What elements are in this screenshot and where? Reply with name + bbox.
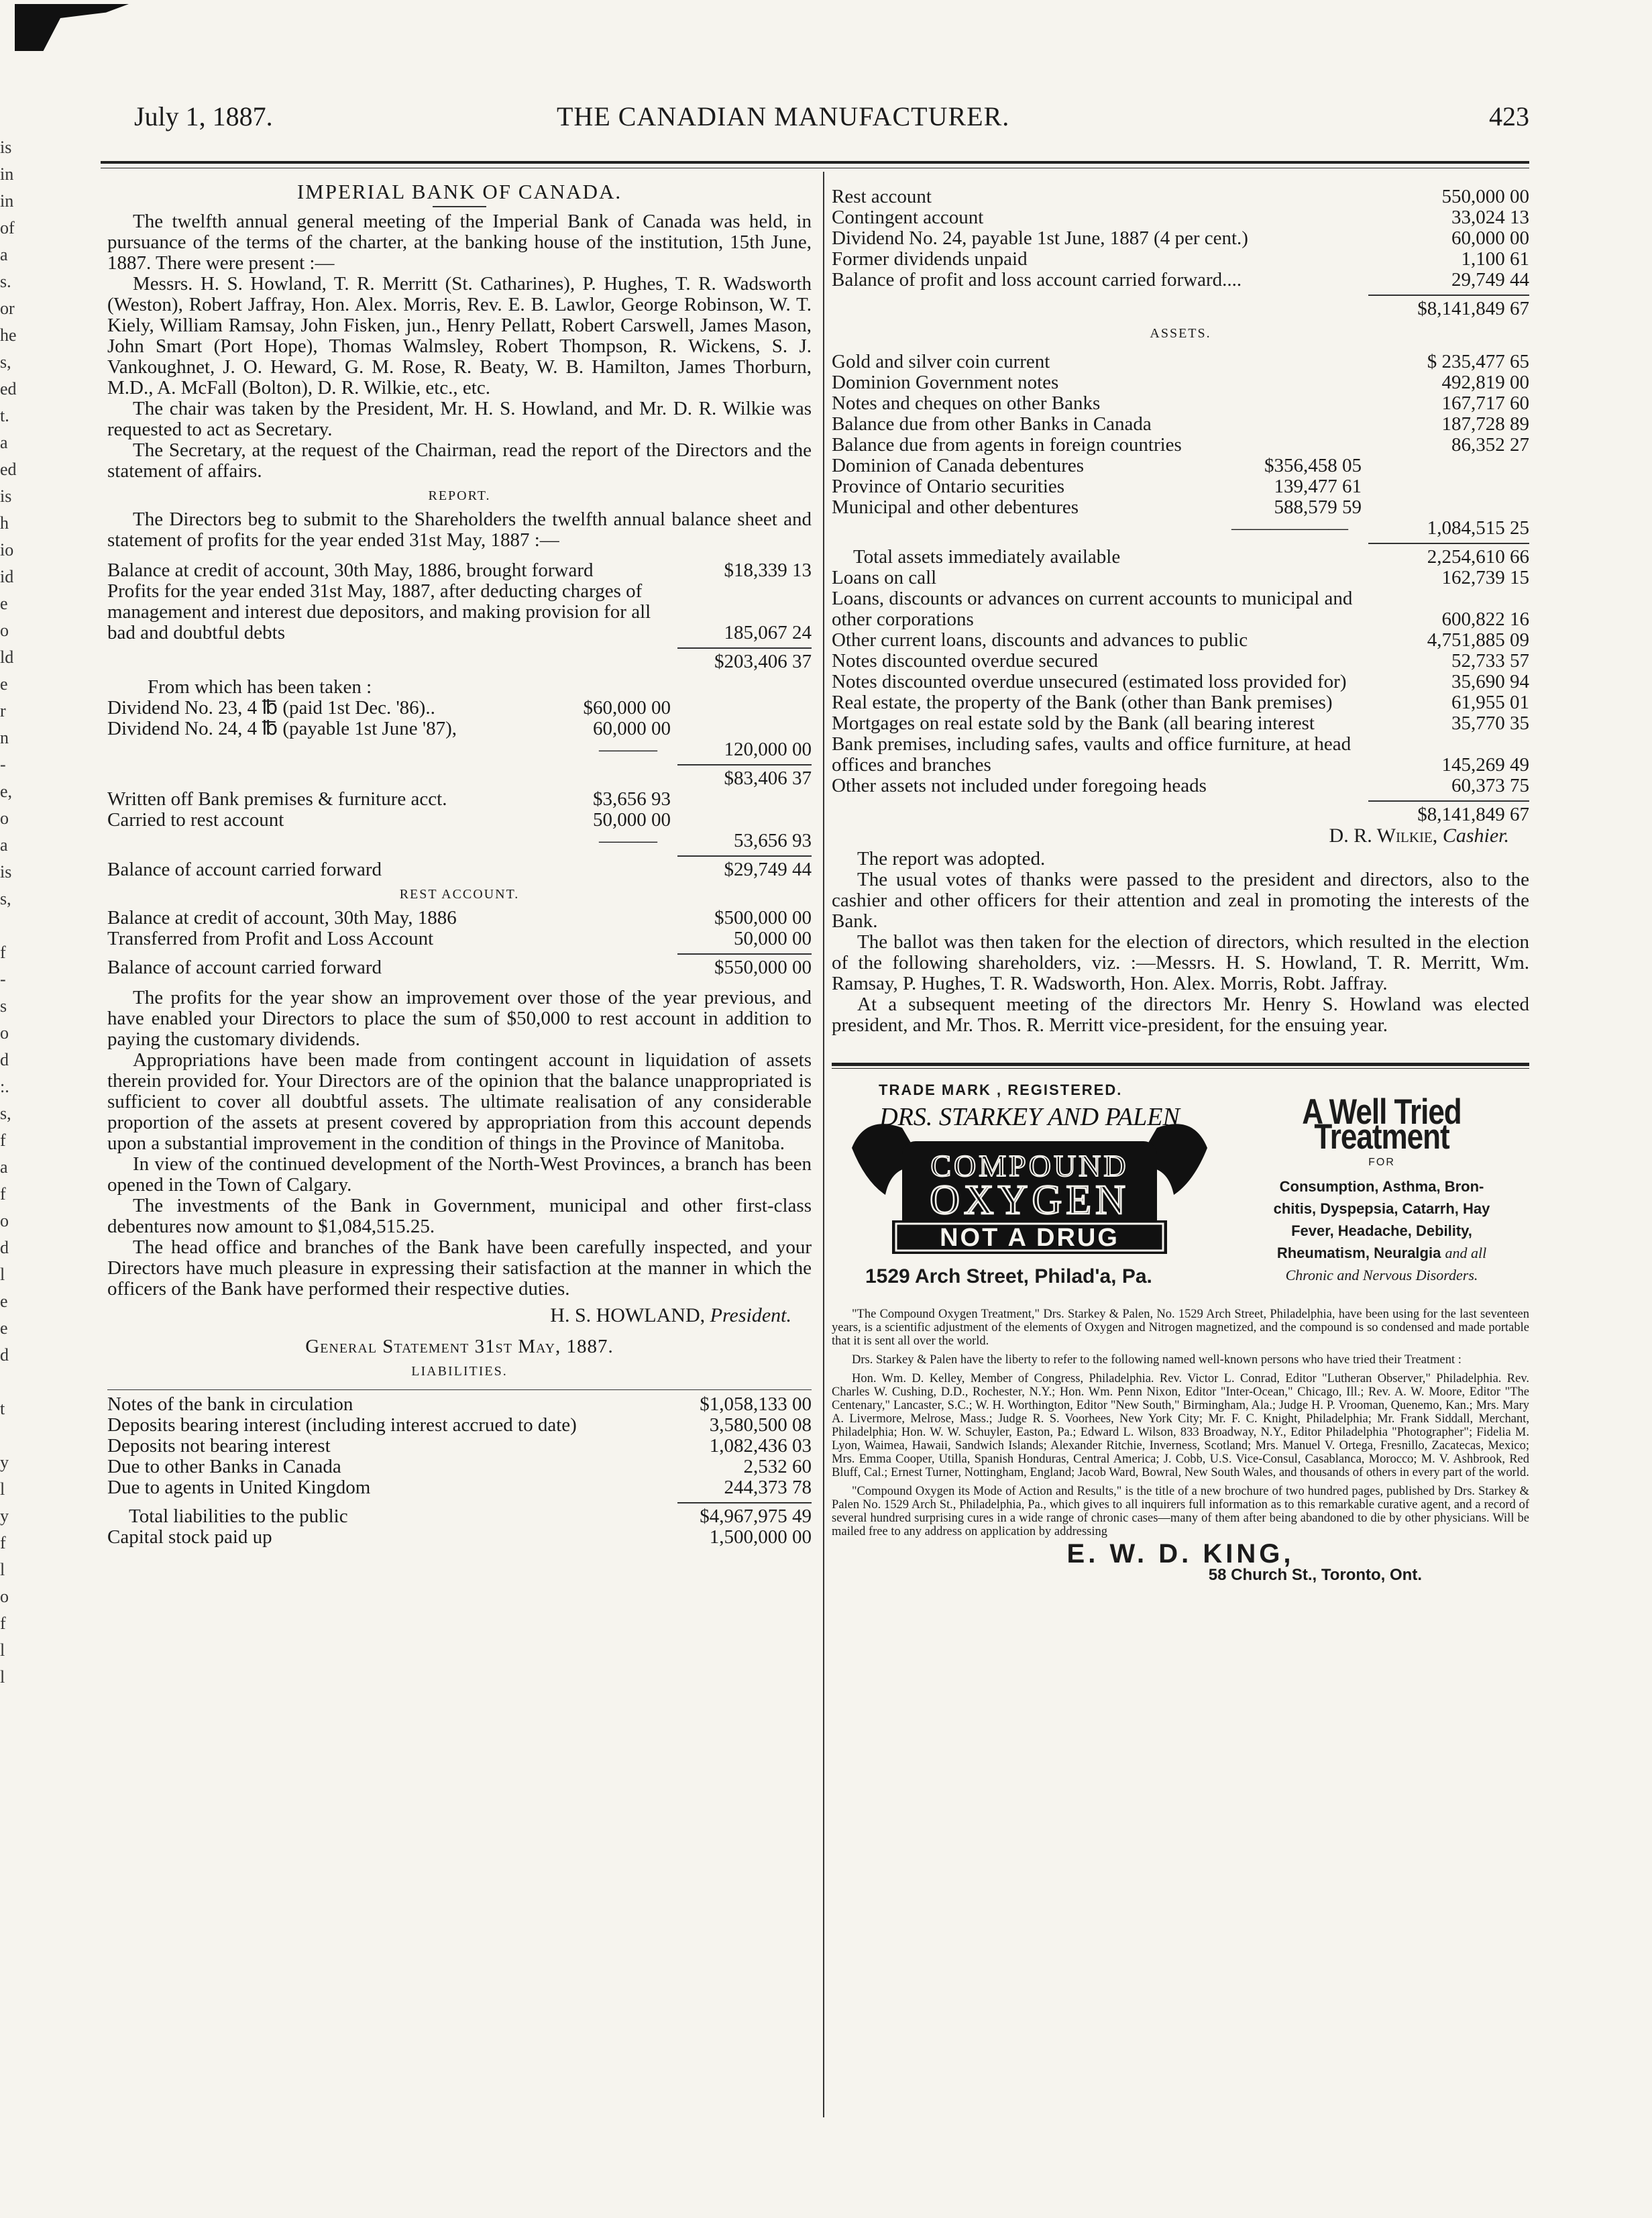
trademark-label: TRADE MARK , REGISTERED. (879, 1081, 1123, 1098)
margin-fragment: is (0, 486, 12, 506)
row-label: Balance due from other Banks in Canada (832, 414, 1152, 435)
header-publication: THE CANADIAN MANUFACTURER. (557, 101, 1010, 131)
row-amount: 2,254,610 66 (1427, 546, 1529, 568)
row-amount: 50,000 00 (593, 809, 671, 831)
margin-fragment: f (0, 1614, 6, 1633)
row-label: Province of Ontario securities (832, 476, 1065, 497)
row-label: Municipal and other debentures (832, 497, 1079, 518)
total-public-row (107, 1506, 812, 1527)
row-label: Other current loans, discounts and advances to public (832, 630, 1248, 651)
closing-paragraph: The report was adopted. (857, 848, 1046, 869)
margin-fragment: a (0, 245, 8, 264)
liabilities-continued (832, 187, 1529, 291)
row-label: Balance due from agents in foreign countries (832, 435, 1182, 456)
capital-row (107, 1527, 812, 1548)
statement-row (832, 228, 1529, 249)
margin-fragment: a (0, 1157, 8, 1177)
margin-fragment: of (0, 218, 15, 237)
statement-row (832, 588, 1529, 630)
row-label: Total assets immediately available (853, 547, 1121, 568)
row-label: Real estate, the property of the Bank (other than Bank premises) (832, 692, 1333, 713)
margin-fragment: h (0, 513, 9, 533)
margin-fragment: s, (0, 1104, 11, 1123)
margin-fragment: a (0, 835, 8, 855)
rest-forward-row (107, 957, 812, 978)
advert-address: 1529 Arch Street, Philad'a, Pa. (865, 1265, 1152, 1287)
row-amount: 60,000 00 (1451, 227, 1529, 249)
row-label: Notes of the bank in circulation (107, 1394, 353, 1415)
rest-heading: REST ACCOUNT. (399, 887, 520, 902)
statement-row (832, 187, 1529, 207)
margin-fragment: he (0, 325, 17, 345)
row-amount: 162,739 15 (1441, 567, 1529, 588)
assets-list-a (832, 352, 1529, 456)
dividend-23-row (107, 698, 812, 719)
profit-forward-row (107, 859, 812, 880)
left-column (107, 176, 812, 1548)
assets-total-row (832, 804, 1529, 825)
statement-row (832, 713, 1529, 734)
margin-fragment: t (0, 1399, 5, 1418)
profit-sum-row (107, 651, 812, 672)
margin-fragment: is (0, 138, 12, 157)
margin-fragment: l (0, 1560, 5, 1579)
margin-fragment: is (0, 862, 12, 882)
liabilities-list (107, 1394, 812, 1498)
secretary-paragraph: The Secretary, at the request of the Chairman, read the report of the Directors and the statement of affairs. (107, 439, 812, 482)
row-amount: 53,656 93 (734, 830, 812, 851)
row-amount: 185,067 24 (724, 622, 812, 643)
dividend-total-row: ——— 120,000 00 (599, 739, 812, 760)
advert-paragraph: "The Compound Oxygen Treatment," Drs. Starkey & Palen, No. 1529 Arch Street, Philadelphia, have been using for the last seventeen years, is a scientific adjustment of the elements of Oxygen and Nitrogen magnetized, and the compound is so condensed and made portable that it is sent all over the world. (832, 1308, 1529, 1348)
advert-paragraph: Drs. Starkey & Palen have the liberty to refer to the following named well-known persons who have tried their Treatment : (852, 1353, 1462, 1367)
row-label: Dominion of Canada debentures (832, 456, 1085, 476)
closing-paragraph: The investments of the Bank in Government, municipal and other first-class debentures now amount to $1,084,515.25. (107, 1195, 812, 1237)
row-amount: $ 235,477 65 (1427, 351, 1529, 372)
logo-banner-text: NOT A DRUG (940, 1224, 1119, 1252)
row-amount: $356,458 05 (1264, 455, 1362, 476)
advert-testimonials: Hon. Wm. D. Kelley, Member of Congress, Philadelphia. Rev. Victor L. Conrad, Editor "Lutheran Observer," Philadelphia. Rev. Charles W. Cushing, D.D., Rochester, N.Y.; Hon. Wm. Penn Nixon, Editor "Inter-Ocean," Chicago, Ill.; Rev. A. W. Moore, Editor "The Centenary," Lancaster, S.C.; W. H. Worthington, Editor "New South," Birmingham, Ala.; Judge H. P. Vrooman, Quenemo, Kan.; Mrs. Mary A. Livermore, Melrose, Mass.; Judge R. S. Voorhees, New York City; Mr. F. C. Knight, Philadelphia; Mr. Frank Siddall, Merchant, Philadelphia; Hon. W. W. Schuyler, Easton, Pa.; Edward L. Wilson, 833 Broadway, N.Y., Editor Philadelphia "Photographer"; Fidelia M. Lyon, Waimea, Hawaii, Sandwich Islands; Alexander Ritchie, Inverness, Scotland; Mrs. Manuel V. Ortega, Fresnillo, Zacatecas, Mexico; Mrs. Emma Cooper, Utilla, Spanish Honduras, Central America; J. Cobb, U.S. Vice-Consul, Casablanca, Morocco; M. V. Ashbrook, Red Bluff, Cal.; Ernest Turner, Nottingham, England; Jacob Ward, Bowral, New South Wales, and thousands of others in every part of the world. (832, 1372, 1529, 1479)
chair-paragraph: The chair was taken by the President, Mr. H. S. Howland, and Mr. D. R. Wilkie was requested to act as Secretary. (107, 398, 812, 440)
row-label: Balance at credit of account, 30th May, 1886 (107, 908, 457, 929)
margin-fragment: or (0, 299, 15, 318)
margin-fragment: s. (0, 272, 11, 291)
report-heading: REPORT. (428, 488, 491, 503)
row-amount: 550,000 00 (1441, 186, 1529, 207)
condition-text-italic: Chronic and Nervous Disorders. (1285, 1267, 1478, 1283)
statement-row (832, 776, 1529, 796)
row-amount: 86,352 27 (1451, 434, 1529, 456)
row-amount: $203,406 37 (714, 651, 812, 672)
row-amount: 61,955 01 (1451, 692, 1529, 713)
statement-row (832, 568, 1529, 588)
rest-credit-row (107, 908, 812, 929)
column-divider (823, 172, 824, 2117)
row-amount: $29,749 44 (724, 859, 812, 880)
article-title: IMPERIAL BANK OF CANADA. (296, 180, 622, 203)
row-amount: 1,082,436 03 (709, 1435, 812, 1457)
president-title: President. (710, 1304, 791, 1326)
statement-row (832, 352, 1529, 372)
margin-fragment: ed (0, 460, 17, 479)
margin-fragment (0, 1422, 27, 1449)
rest-transfer-row (107, 929, 812, 949)
margin-fragment: e (0, 1291, 8, 1311)
logo-oxygen-text: OXYGEN (930, 1177, 1130, 1223)
row-label: Profits for the year ended 31st May, 1887, after deducting charges of management and interest due depositors, and making provision for all bad and doubtful debts (107, 581, 651, 643)
margin-fragment: - (0, 969, 6, 989)
row-amount: 4,751,885 09 (1427, 629, 1529, 651)
margin-fragment: f (0, 1533, 6, 1552)
written-off-row (107, 789, 812, 810)
margin-fragment (0, 1369, 27, 1395)
row-label: Total liabilities to the public (129, 1506, 348, 1527)
page-header (101, 101, 1529, 141)
row-amount: $550,000 00 (714, 957, 812, 978)
row-label: Loans on call (832, 568, 937, 588)
closing-paragraph: At a subsequent meeting of the directors Mr. Henry S. Howland was elected president, and Mr. Thos. R. Merritt vice-president, for the ensuing year. (832, 994, 1529, 1036)
row-amount: 492,819 00 (1441, 372, 1529, 393)
row-label: Gold and silver coin current (832, 352, 1050, 372)
advert-conditions (1234, 1175, 1529, 1286)
margin-fragment: ed (0, 379, 17, 399)
statement-row (832, 393, 1529, 414)
statement-row (832, 249, 1529, 270)
intro-paragraph: The twelfth annual general meeting of the Imperial Bank of Canada was held, in pursuance of the terms of the charter, at the banking house of the institution, 15th June, 1887. There were present :— (107, 211, 812, 274)
profit-sum2-row (107, 768, 812, 789)
row-amount: $500,000 00 (714, 907, 812, 929)
statement-title: General Statement 31st May, 1887. (305, 1336, 614, 1357)
row-label: Dominion Government notes (832, 372, 1059, 393)
advert-agent-address: 58 Church St., Toronto, Ont. (1208, 1566, 1422, 1584)
report-intro: The Directors beg to submit to the Shareholders the twelfth annual balance sheet and statement of profits for the year ended 31st May, 1887 :— (107, 509, 812, 551)
row-amount: $3,656 93 (593, 788, 671, 810)
advert-for-label: FOR (1368, 1157, 1395, 1168)
assets-list-b (832, 568, 1529, 796)
row-amount: 120,000 00 (724, 739, 812, 760)
condition-line (1234, 1264, 1529, 1286)
margin-fragment: d (0, 1050, 9, 1069)
margin-fragment: - (0, 755, 6, 774)
row-label: Dividend No. 24, 4 ℔ (payable 1st June '87), (107, 719, 457, 739)
header-page-number: 423 (1489, 101, 1529, 131)
margin-fragment: :. (0, 1077, 9, 1096)
row-label: Balance of profit and loss account carried forward.... (832, 270, 1242, 291)
margin-fragment: a (0, 433, 8, 452)
row-label: Dividend No. 24, payable 1st June, 1887 (4 per cent.) (832, 228, 1248, 249)
margin-fragment: f (0, 1130, 6, 1150)
written-total-row: ——— 53,656 93 (599, 830, 812, 851)
row-amount: 60,000 00 (593, 718, 671, 739)
margin-fragment: in (0, 164, 14, 184)
margin-fragment: f (0, 943, 6, 962)
statement-row (832, 456, 1529, 476)
margin-fragment: id (0, 567, 14, 586)
margin-fragments (0, 134, 27, 1687)
president-signature (107, 1305, 791, 1326)
row-label: Bank premises, including safes, vaults and office furniture, at head offices and branches (832, 734, 1352, 776)
statement-row (107, 1415, 812, 1436)
condition-line: Consumption, Asthma, Bron- (1279, 1178, 1484, 1195)
statement-row (832, 207, 1529, 228)
closing-paragraph: The head office and branches of the Bank have been carefully inspected, and your Directors have much pleasure in expressing their satisfaction at the manner in which the officers of the Bank have performed their respective duties. (107, 1236, 812, 1300)
compound-oxygen-logo (838, 1101, 1221, 1262)
row-label: Due to other Banks in Canada (107, 1457, 341, 1477)
attendees-paragraph: Messrs. H. S. Howland, T. R. Merritt (St. Catharines), P. Hughes, T. R. Wadsworth (Weston), Robert Jaffray, Hon. Alex. Morris, Rev. E. B. Lawlor, George Robinson, W. T. Kiely, William Ramsay, John Fisken, jun., Henry Pellatt, Robert Carswell, James Mason, John Smart (Port Hope), Thomas Walmsley, Robert Thompson, R. Wickens, S. J. Vankoughnet, J. O. Heward, G. M. Rose, R. Beaty, W. B. Hamilton, James Thorburn, M.D., A. McFall (Bolton), D. R. Wilkie, etc., etc. (107, 273, 812, 399)
liabilities-total-row (832, 299, 1529, 319)
margin-fragment: io (0, 540, 14, 560)
margin-fragment: l (0, 1640, 5, 1660)
statement-row (107, 1477, 812, 1498)
row-amount: 187,728 89 (1441, 413, 1529, 435)
title-rule (433, 206, 486, 207)
cashier-name: D. R. Wilkie, (1329, 825, 1438, 847)
margin-fragment: s, (0, 352, 11, 372)
header-rule (101, 161, 1529, 164)
row-label: Rest account (832, 187, 932, 207)
row-label: Loans, discounts or advances on current accounts to municipal and other corporations (832, 588, 1353, 630)
margin-fragment: ld (0, 647, 14, 667)
margin-fragment: l (0, 1667, 5, 1687)
row-label: Balance of account carried forward (107, 957, 382, 978)
statement-row (832, 651, 1529, 672)
margin-fragment: o (0, 621, 9, 640)
cashier-signature (832, 825, 1509, 846)
closing-paragraph: The ballot was then taken for the election of directors, which resulted in the election of the following shareholders, viz. :—Messrs. H. S. Howland, T. R. Merritt, Wm. Ramsay, P. Hughes, T. R. Wadsworth, Hon. Alex. Morris, Robt. Jaffray. (832, 931, 1529, 994)
closing-paragraph: The usual votes of thanks were passed to the president and directors, also to the cashier and other officers for their attention and zeal in promoting the interests of the Bank. (832, 869, 1529, 932)
row-label: Balance of account carried forward (107, 859, 382, 880)
margin-fragment: l (0, 1479, 5, 1499)
taken-row (107, 677, 812, 698)
margin-fragment: in (0, 191, 14, 211)
row-label: Mortgages on real estate sold by the Bank (all bearing interest (832, 713, 1315, 734)
statement-row (832, 270, 1529, 291)
statement-row (832, 672, 1529, 692)
row-amount: $18,339 13 (724, 560, 812, 581)
margin-fragment: f (0, 1184, 6, 1204)
row-label: Carried to rest account (107, 810, 284, 831)
cashier-title: Cashier. (1442, 825, 1509, 847)
profit-year-row (107, 581, 812, 643)
liabilities-heading: LIABILITIES. (411, 1364, 508, 1379)
condition-text-italic: and all (1445, 1245, 1487, 1261)
statement-row (832, 692, 1529, 713)
condition-line: Fever, Headache, Debility, (1291, 1222, 1472, 1239)
row-amount: 50,000 00 (734, 928, 812, 949)
row-label: Written off Bank premises & furniture acct. (107, 789, 447, 810)
row-label: Deposits not bearing interest (107, 1436, 331, 1457)
statement-row (832, 414, 1529, 435)
margin-fragment: s, (0, 889, 11, 908)
row-amount: 3,580,500 08 (709, 1414, 812, 1436)
margin-fragment: e (0, 594, 8, 613)
row-amount: 33,024 13 (1451, 207, 1529, 228)
row-amount: 1,500,000 00 (709, 1526, 812, 1548)
row-amount: $8,141,849 67 (1417, 298, 1529, 319)
row-label: Capital stock paid up (107, 1527, 272, 1548)
condition-text: Rheumatism, Neuralgia (1276, 1245, 1441, 1261)
margin-fragment: l (0, 1265, 5, 1284)
row-amount: 60,373 75 (1451, 775, 1529, 796)
advertisement (832, 1079, 1529, 1308)
dividend-24-row (107, 719, 812, 739)
advert-headline-block (1234, 1092, 1529, 1286)
row-amount: 52,733 57 (1451, 650, 1529, 672)
margin-fragment: d (0, 1345, 9, 1365)
president-name: H. S. HOWLAND, (550, 1304, 706, 1326)
statement-row (832, 435, 1529, 456)
margin-fragment: s (0, 996, 7, 1016)
statement-row (832, 476, 1529, 497)
debentures-list (832, 456, 1529, 518)
statement-row (107, 1457, 812, 1477)
row-amount: 139,477 61 (1274, 476, 1362, 497)
header-date: July 1, 1887. (134, 101, 273, 131)
margin-fragment: d (0, 1238, 9, 1257)
margin-fragment: r (0, 701, 6, 721)
row-amount: $8,141,849 67 (1417, 804, 1529, 825)
statement-row (107, 1436, 812, 1457)
debentures-total-row: —————— 1,084,515 25 (1231, 517, 1529, 539)
row-amount: $1,058,133 00 (700, 1393, 812, 1415)
statement-row (832, 734, 1529, 776)
row-label: Other assets not included under foregoing heads (832, 776, 1207, 796)
row-amount: 167,717 60 (1441, 392, 1529, 414)
assets-heading: ASSETS. (1150, 326, 1211, 341)
closing-paragraph: In view of the continued development of the North-West Provinces, a branch has been opened in the Town of Calgary. (107, 1153, 812, 1196)
margin-fragment: o (0, 1211, 9, 1230)
row-label: Contingent account (832, 207, 984, 228)
margin-fragment: o (0, 1587, 9, 1606)
margin-fragment: y (0, 1453, 9, 1472)
margin-fragment: t. (0, 406, 9, 425)
row-amount: $83,406 37 (724, 768, 812, 789)
right-column (832, 187, 1529, 1585)
advert-agent-name: E. W. D. KING, (1066, 1539, 1295, 1569)
statement-row (832, 497, 1529, 518)
margin-fragment: n (0, 728, 9, 747)
scan-corner-mark (15, 4, 129, 51)
row-amount: $4,967,975 49 (700, 1506, 812, 1527)
margin-fragment: e (0, 674, 8, 694)
closing-paragraph: The profits for the year show an improvement over those of the year previous, and have enabled your Directors to place the sum of $50,000 to rest account in addition to paying the customary dividends. (107, 987, 812, 1050)
condition-line (1234, 1242, 1529, 1264)
margin-fragment: o (0, 1023, 9, 1043)
row-label: Balance at credit of account, 30th May, 1886, brought forward (107, 560, 594, 581)
row-amount: 600,822 16 (1441, 609, 1529, 630)
row-label: Dividend No. 23, 4 ℔ (paid 1st Dec. '86).. (107, 698, 435, 719)
row-amount: 1,100 61 (1461, 248, 1529, 270)
carried-rest-row (107, 810, 812, 831)
row-label: Notes discounted overdue unsecured (estimated loss provided for) (832, 672, 1347, 692)
row-label: Deposits bearing interest (including interest accrued to date) (107, 1415, 577, 1436)
row-label: Notes discounted overdue secured (832, 651, 1099, 672)
margin-fragment: e (0, 1318, 8, 1338)
row-amount: 29,749 44 (1451, 269, 1529, 291)
logo-top-text: DRS. STARKEY AND PALEN (879, 1103, 1180, 1131)
row-label: Due to agents in United Kingdom (107, 1477, 371, 1498)
condition-line: chitis, Dyspepsia, Catarrh, Hay (1273, 1200, 1490, 1217)
statement-row (832, 630, 1529, 651)
row-amount: 588,579 59 (1274, 496, 1362, 518)
advert-headline: A Well Tried Treatment (1302, 1092, 1462, 1157)
margin-fragment: e, (0, 782, 13, 801)
total-available-row (832, 547, 1529, 568)
margin-fragment: o (0, 808, 9, 828)
row-amount: 145,269 49 (1441, 754, 1529, 776)
row-label: Transferred from Profit and Loss Account (107, 929, 434, 949)
profit-balance-row (107, 560, 812, 581)
statement-row (832, 372, 1529, 393)
row-amount: 35,690 94 (1451, 671, 1529, 692)
row-amount: 244,373 78 (724, 1477, 812, 1498)
logo-compound-text: COMPOUND (930, 1149, 1129, 1183)
row-amount: $60,000 00 (583, 697, 671, 719)
row-label: Notes and cheques on other Banks (832, 393, 1101, 414)
statement-row (107, 1394, 812, 1415)
margin-fragment (0, 912, 27, 939)
closing-paragraph: Appropriations have been made from contingent account in liquidation of assets therein provided for. Your Directors are of the opinion that the balance unappropriated is sufficient to cover all doubtful assets. The ultimate realisation of any considerable proportion of the assets at present covered by appropriation from this account depends upon a substantial improvement in the condition of things in the Province of Manitoba. (107, 1049, 812, 1154)
row-amount: 35,770 35 (1451, 712, 1529, 734)
row-label: From which has been taken : (148, 677, 372, 698)
row-amount: 2,532 60 (743, 1456, 812, 1477)
margin-fragment: y (0, 1506, 9, 1526)
row-amount: 1,084,515 25 (1427, 517, 1529, 539)
row-label: Former dividends unpaid (832, 249, 1028, 270)
advert-paragraph: "Compound Oxygen its Mode of Action and Results," is the title of a new brochure of two hundred pages, published by Drs. Starkey & Palen No. 1529 Arch St., Philadelphia, Pa., which gives to all inquirers full information as to this remarkable curative agent, and a record of several hundred surprising cures in a wide range of chronic cases—many of them after being abandoned to die by other physicians. Will be mailed free to any address on application by addressing (832, 1485, 1529, 1538)
